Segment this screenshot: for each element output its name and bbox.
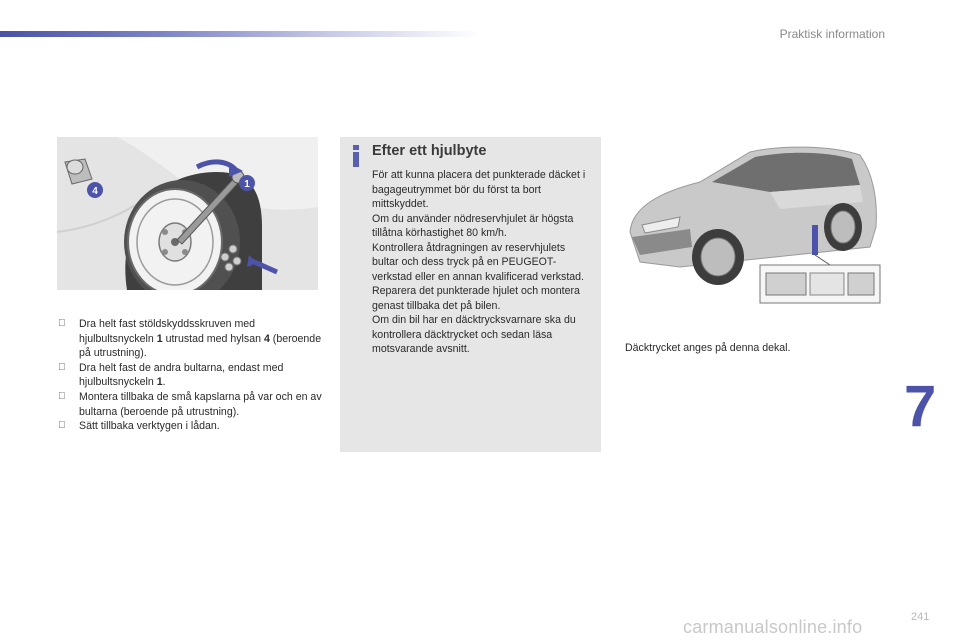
chapter-number: 7 bbox=[904, 374, 937, 439]
bullet-icon bbox=[58, 361, 66, 376]
list-item: Sätt tillbaka verktygen i lådan. bbox=[58, 419, 328, 434]
bullet-icon bbox=[58, 419, 66, 434]
list-item: Dra helt fast stöldskyddsskruven med hjulbultsnyckeln 1 utrustad med hylsan 4 (beroende på utrustning). bbox=[58, 317, 328, 361]
page-number: 241 bbox=[911, 611, 930, 623]
list-item: Dra helt fast de andra bultarna, endast med hjulbultsnyckeln 1. bbox=[58, 361, 328, 390]
info-box bbox=[340, 137, 601, 452]
section-title: Praktisk information bbox=[779, 27, 885, 41]
instructions-list bbox=[58, 317, 328, 434]
info-title: Efter ett hjulbyte bbox=[372, 143, 487, 159]
info-paragraph: Om din bil har en däcktrycksvarnare ska du kontrollera däcktrycket och sedan läsa motsvarande avsnitt. bbox=[372, 314, 576, 355]
bullet-icon bbox=[58, 317, 66, 332]
wheel-illustration bbox=[57, 137, 318, 290]
info-icon bbox=[352, 145, 360, 167]
car-drawing bbox=[620, 137, 882, 305]
wheel-drawing bbox=[57, 137, 318, 290]
info-paragraph: Reparera det punkterade hjulet och montera genast tillbaka det på bilen. bbox=[372, 285, 580, 312]
info-text bbox=[372, 168, 594, 357]
list-item: Montera tillbaka de små kapslarna på var och en av bultarna (beroende på utrustning). bbox=[58, 390, 328, 419]
bullet-icon bbox=[58, 390, 66, 405]
watermark-link[interactable]: carmanualsonline.info bbox=[683, 617, 863, 637]
info-paragraph: Om du använder nödreservhjulet är högsta tillåtna körhastighet 80 km/h. bbox=[372, 212, 574, 239]
car-caption: Däcktrycket anges på denna dekal. bbox=[625, 342, 791, 354]
car-illustration bbox=[620, 137, 882, 305]
info-paragraph: Kontrollera åtdragningen av reservhjulets bultar och dess tryck på en PEUGEOT-verkstad eller en annan kvalificerad verkstad. bbox=[372, 241, 584, 283]
header-accent-bar bbox=[0, 31, 480, 37]
info-paragraph: För att kunna placera det punkterade däcket i bagageutrymmet bör du först ta bort mittskyddet. bbox=[372, 169, 586, 210]
label-1-text: 1 bbox=[244, 179, 250, 190]
label-4-text: 4 bbox=[92, 186, 98, 197]
